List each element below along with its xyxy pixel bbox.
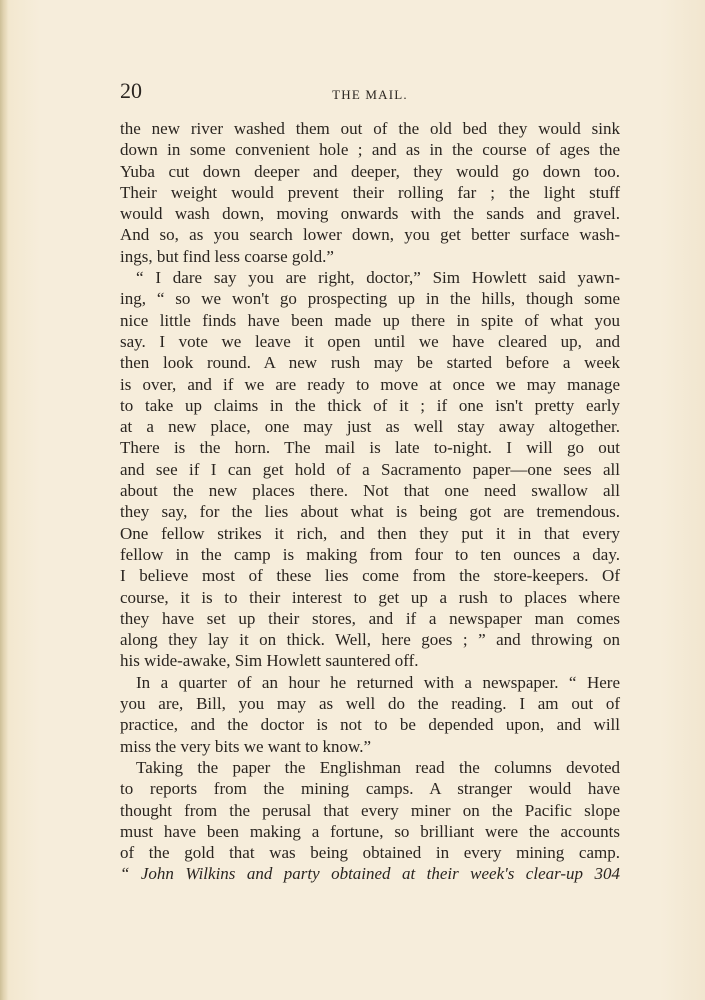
body-text: [120, 118, 620, 885]
text-line: then look round. A new rush may be started before a week: [120, 353, 620, 373]
text-line: of the gold that was being obtained in every mining camp.: [120, 843, 620, 863]
text-line: you are, Bill, you may as well do the reading. I am out of: [120, 694, 620, 714]
page-header: [120, 80, 620, 106]
text-line: There is the horn. The mail is late to-night. I will go out: [120, 438, 620, 458]
text-line: Yuba cut down deeper and deeper, they would go down too.: [120, 161, 620, 181]
text-line: his wide-awake, Sim Howlett sauntered off.: [120, 651, 419, 671]
text-line: And so, as you search lower down, you get better surface wash-: [120, 225, 620, 245]
text-line: One fellow strikes it rich, and then they put it in that every: [120, 523, 620, 543]
text-line: to take up claims in the thick of it ; if one isn't pretty early: [120, 395, 620, 415]
text-line: “ John Wilkins and party obtained at their week's clear-up 304: [120, 864, 620, 884]
text-line: In a quarter of an hour he returned with a newspaper. “ Here: [136, 672, 620, 692]
text-line: ing, “ so we won't go prospecting up in the hills, though some: [120, 289, 620, 309]
text-line: would wash down, moving onwards with the sands and gravel.: [120, 204, 620, 224]
binding-edge: [0, 0, 8, 1000]
text-line: about the new places there. Not that one need swallow all: [120, 481, 620, 501]
text-line: course, it is to their interest to get up a rush to places where: [120, 587, 620, 607]
text-line: the new river washed them out of the old bed they would sink: [120, 119, 620, 138]
text-line: Their weight would prevent their rolling far ; the light stuff: [120, 182, 620, 202]
page-number: 20: [120, 78, 142, 103]
text-line: they say, for the lies about what is being got are tremendous.: [120, 502, 620, 522]
text-line: practice, and the doctor is not to be depended upon, and will: [120, 715, 620, 735]
text-line: fellow in the camp is making from four to ten ounces a day.: [120, 544, 620, 564]
text-line: “ I dare say you are right, doctor,” Sim Howlett said yawn-: [136, 268, 620, 288]
text-line: at a new place, one may just as well stay away altogether.: [120, 417, 620, 437]
text-line: down in some convenient hole ; and as in the course of ages the: [120, 140, 620, 160]
text-line: thought from the perusal that every miner on the Pacific slope: [120, 800, 620, 820]
text-line: to reports from the mining camps. A stranger would have: [120, 779, 620, 799]
text-line: must have been making a fortune, so brilliant were the accounts: [120, 821, 620, 841]
text-line: ings, but find less coarse gold.”: [120, 246, 334, 266]
text-line: is over, and if we are ready to move at once we may manage: [120, 374, 620, 394]
text-line: miss the very bits we want to know.”: [120, 736, 372, 756]
text-line: say. I vote we leave it open until we have cleared up, and: [120, 331, 620, 351]
text-line: they have set up their stores, and if a newspaper man comes: [120, 608, 620, 628]
text-line: I believe most of these lies come from the store-keepers. Of: [120, 566, 620, 586]
text-line: nice little finds have been made up there in spite of what you: [120, 310, 620, 330]
text-line: along they lay it on thick. Well, here goes ; ” and throwing on: [120, 630, 620, 650]
running-head: THE MAIL.: [332, 87, 408, 102]
text-line: Taking the paper the Englishman read the columns devoted: [136, 757, 620, 777]
text-line: and see if I can get hold of a Sacramento paper—one sees all: [120, 459, 620, 479]
